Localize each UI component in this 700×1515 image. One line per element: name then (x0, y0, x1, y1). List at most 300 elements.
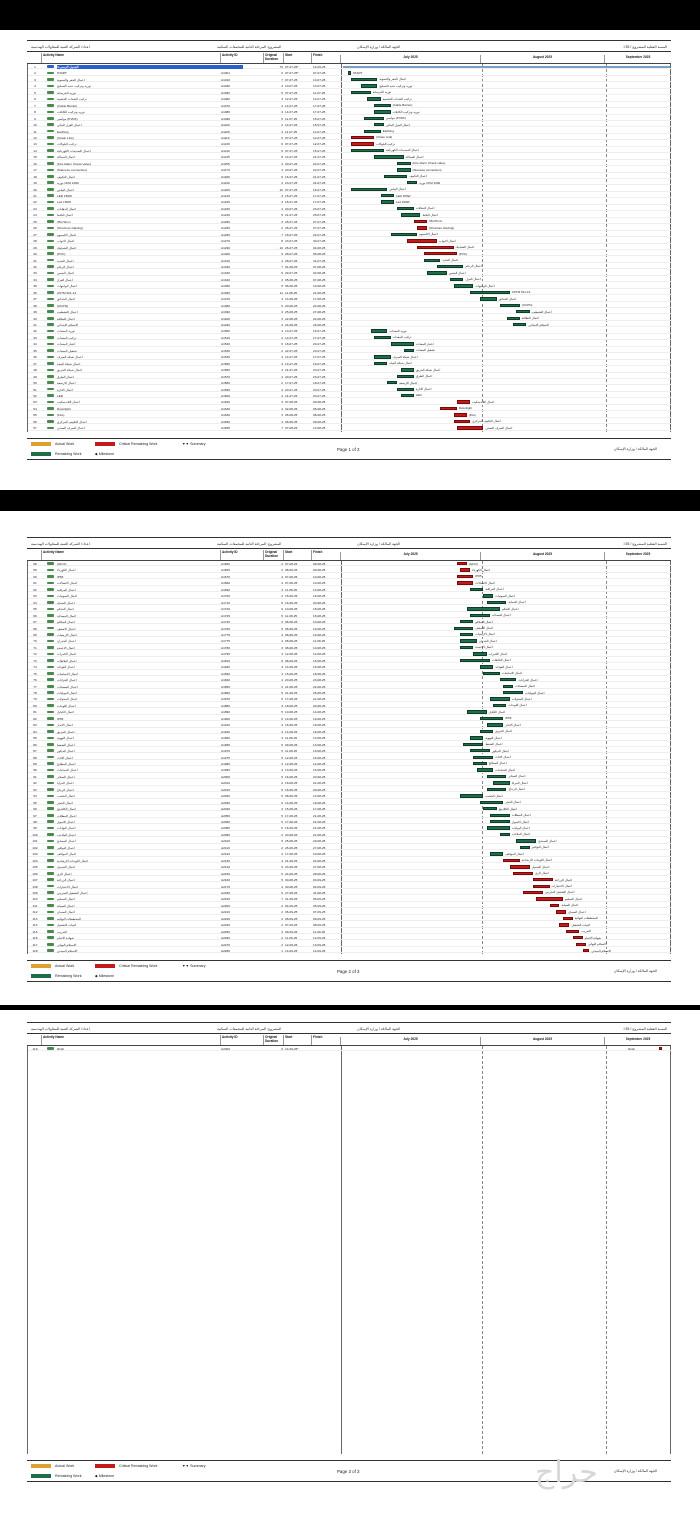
table-row[interactable] (28, 180, 672, 185)
table-row[interactable] (28, 896, 672, 901)
activity-icon (47, 640, 54, 643)
footer-client: الجهة المالكة / وزارة الإسكان (613, 1469, 657, 1473)
table-row[interactable] (28, 328, 672, 333)
table-row[interactable] (28, 903, 672, 908)
bar-label: توريد CFM 1000 (419, 180, 441, 185)
activity-finish: 07-09-25 (313, 910, 326, 915)
table-row[interactable] (28, 613, 672, 618)
table-row[interactable] (28, 838, 672, 843)
table-row[interactable] (28, 77, 672, 82)
activity-id: A1820 (221, 665, 230, 670)
table-row[interactable] (28, 767, 672, 772)
bar-label: اعمال الاختبارات (551, 884, 573, 888)
table-row[interactable] (28, 412, 672, 417)
table-row[interactable] (28, 909, 672, 914)
activity-name: اعمال الزجاج (57, 787, 74, 792)
bar-label: اعمال اللوحات (508, 703, 527, 708)
activity-finish: 14-09-25 (313, 65, 326, 69)
activity-icon (47, 240, 54, 243)
activity-finish: 22-08-25 (313, 684, 326, 689)
activity-start: 08-08-25 (285, 645, 298, 650)
remaining-bar (473, 762, 486, 765)
table-row[interactable] (28, 374, 672, 379)
table-row[interactable] (28, 780, 672, 785)
row-number: 69 (33, 632, 37, 637)
activity-name: اعمال الانذار (57, 723, 74, 728)
row-number: 21 (33, 194, 37, 198)
table-row[interactable] (28, 154, 672, 159)
table-row[interactable] (28, 761, 672, 766)
table-row[interactable] (28, 813, 672, 818)
bar-label: اعمال الشبابيك (455, 245, 475, 250)
activity-id: A1105 (221, 129, 230, 134)
activity-finish: 09-09-25 (313, 916, 326, 921)
row-number: 107 (32, 878, 38, 883)
table-row[interactable] (28, 348, 672, 353)
table-row[interactable] (28, 619, 672, 624)
activity-duration: 5 (281, 774, 283, 779)
bar-label: اعمال الحمامات (495, 767, 516, 772)
remaining-bar (397, 388, 414, 391)
row-number: 26 (33, 226, 37, 231)
activity-name: اعمال شبكة المياه (57, 361, 81, 366)
table-row[interactable] (28, 561, 672, 566)
month-august: August 2025 (480, 55, 604, 63)
activity-icon (47, 356, 54, 359)
remaining-bar (467, 607, 500, 610)
table-row[interactable] (28, 219, 672, 224)
bar-label: اعمال القواعد (495, 664, 513, 669)
summary-row[interactable] (28, 64, 672, 69)
table-row[interactable] (28, 187, 672, 192)
table-row[interactable] (28, 942, 672, 947)
remaining-bar (460, 646, 473, 649)
table-row[interactable] (28, 664, 672, 669)
table-row[interactable] (28, 90, 672, 95)
table-row[interactable] (28, 845, 672, 850)
activity-icon (47, 911, 54, 914)
activity-id: A2190 (221, 897, 230, 902)
table-row[interactable] (28, 283, 672, 288)
bar-label: اعمال النظافة (521, 316, 540, 321)
activity-id: A2015 (221, 787, 230, 792)
legend-summary: ▼▼ Summary (182, 1464, 206, 1468)
table-row[interactable] (28, 587, 672, 592)
row-number: 87 (33, 749, 37, 754)
table-row[interactable] (28, 748, 672, 753)
critical-bar (533, 878, 553, 881)
activity-start: 20-07-25 (285, 168, 298, 173)
table-row[interactable] (28, 193, 672, 198)
activity-id: A2240 (221, 923, 230, 928)
table-row[interactable] (28, 651, 672, 656)
table-row[interactable] (28, 399, 672, 404)
table-row[interactable] (28, 174, 672, 179)
row-number: 53 (33, 400, 37, 405)
page-number: Page 1 of 3 (337, 447, 360, 452)
table-row[interactable] (28, 677, 672, 682)
table-row[interactable] (28, 858, 672, 863)
activity-name: توريد المعدات (57, 329, 75, 334)
bar-label: اعمال الزراعة (554, 877, 573, 882)
table-row[interactable] (28, 593, 672, 598)
table-row[interactable] (28, 122, 672, 127)
table-row[interactable] (28, 638, 672, 643)
table-row[interactable] (28, 393, 672, 398)
activity-id: A2250 (221, 929, 230, 934)
activity-id: A1320 (221, 264, 230, 269)
col-duration: Original Duration (263, 1035, 283, 1045)
activity-icon (47, 569, 54, 572)
table-row[interactable] (28, 406, 672, 411)
remaining-bar (520, 846, 530, 849)
table-row[interactable] (28, 309, 672, 314)
table-row[interactable] (28, 851, 672, 856)
table-row[interactable] (28, 258, 672, 263)
table-row[interactable] (28, 742, 672, 747)
bar-label: (Siamese connection) (412, 167, 442, 172)
header-progress: ٪35 / النسبة الفعلية للمشروع (623, 45, 667, 49)
bar-label: اعمال التشطيب (531, 309, 552, 314)
activity-icon (47, 375, 54, 378)
activity-finish: 14-08-25 (313, 761, 326, 766)
activity-icon (47, 749, 54, 752)
activity-id: A1510 (221, 335, 230, 340)
activity-start: 21-07-25 (285, 393, 298, 398)
col-duration: Original Duration (263, 550, 283, 560)
activity-duration: 4 (281, 297, 283, 302)
table-row[interactable] (28, 703, 672, 708)
activity-name: اعمال الاساسات (57, 671, 79, 676)
table-row[interactable] (28, 296, 672, 301)
activity-id: A1500 (221, 329, 230, 334)
table-row[interactable] (28, 658, 672, 663)
table-row[interactable] (28, 341, 672, 346)
activity-name: اعمال الحدائق (57, 297, 76, 302)
table-row[interactable] (28, 303, 672, 308)
row-number: 118 (32, 949, 38, 953)
activity-finish: 19-08-25 (313, 852, 326, 857)
critical-bar (351, 142, 374, 145)
remaining-bar (470, 291, 510, 294)
table-row[interactable] (28, 729, 672, 734)
table-row[interactable] (28, 245, 672, 250)
table-row[interactable] (28, 96, 672, 101)
table-row[interactable] (28, 671, 672, 676)
activity-finish: 07-08-25 (313, 277, 326, 282)
activity-id: A1250 (221, 219, 230, 224)
table-row[interactable] (28, 735, 672, 740)
table-row[interactable] (28, 129, 672, 134)
table-row[interactable] (28, 335, 672, 340)
table-row[interactable] (28, 806, 672, 811)
activity-name: اعمال اللوحات (57, 703, 76, 708)
table-row[interactable] (28, 690, 672, 695)
bar-label: (Structure Glazing) (429, 225, 455, 230)
activity-icon (47, 866, 54, 869)
table-row[interactable] (28, 83, 672, 88)
row-number: 94 (33, 794, 37, 799)
table-row[interactable] (28, 354, 672, 359)
table-row[interactable] (28, 787, 672, 792)
activity-id: A1650 (221, 419, 230, 424)
table-row[interactable] (28, 716, 672, 721)
remaining-bar (487, 601, 507, 604)
table-row[interactable] (28, 167, 672, 172)
activity-finish: 26-08-25 (313, 323, 326, 327)
table-row[interactable] (28, 367, 672, 372)
activity-icon (47, 756, 54, 759)
milestone-icon: ◆ (95, 974, 99, 978)
activity-finish: 17-07-25 (313, 103, 326, 108)
activity-duration: 3 (281, 168, 283, 173)
activity-name: اعمال الدهانات (57, 206, 77, 211)
activity-id: A1980 (221, 761, 230, 766)
activity-start: 13-08-25 (285, 768, 298, 773)
table-row[interactable] (28, 774, 672, 779)
activity-id: A1230 (221, 206, 230, 211)
activity-id: A1700 (221, 594, 230, 599)
col-activity-name: Activity Name (41, 1035, 219, 1045)
table-row[interactable] (28, 864, 672, 869)
row-number: 79 (33, 697, 37, 702)
row-number: 54 (33, 406, 37, 411)
table-row[interactable] (28, 70, 672, 75)
activity-start: 23-07-25 (285, 181, 298, 186)
table-row[interactable] (28, 948, 672, 953)
activity-name: اعمال التكييف (57, 174, 76, 179)
activity-icon (47, 795, 54, 798)
bar-label: اعمال المطابخ (488, 761, 507, 766)
remaining-bar (374, 355, 391, 358)
remaining-bar (483, 594, 493, 597)
activity-duration: 4 (281, 419, 283, 424)
bar-label: اعمال الكلادينج (498, 806, 518, 811)
remaining-bar (401, 368, 414, 371)
activity-id: A1030 (221, 84, 230, 89)
activity-name: اعمال الجبس (57, 271, 75, 276)
remaining-bar (397, 375, 414, 378)
table-row[interactable] (28, 212, 672, 217)
table-row[interactable] (28, 135, 672, 140)
activity-name: تركيب المعدات (57, 335, 77, 340)
table-row[interactable] (28, 264, 672, 269)
activity-start: 25-07-25 (285, 219, 298, 224)
activity-id: A1330 (221, 271, 230, 276)
row-number: 37 (33, 297, 37, 302)
table-row[interactable] (28, 567, 672, 572)
table-row[interactable] (28, 1046, 672, 1051)
activity-id: A2300 (221, 1047, 230, 1051)
table-row[interactable] (28, 890, 672, 895)
table-row[interactable] (28, 645, 672, 650)
table-row[interactable] (28, 580, 672, 585)
table-row[interactable] (28, 871, 672, 876)
row-number: 29 (33, 245, 37, 250)
table-row[interactable] (28, 606, 672, 611)
activity-table (27, 64, 671, 432)
table-row[interactable] (28, 626, 672, 631)
activity-finish: 13-08-25 (313, 587, 326, 592)
table-row[interactable] (28, 161, 672, 166)
row-number: 28 (33, 239, 37, 244)
activity-icon (47, 143, 54, 146)
activity-finish: 30-07-25 (313, 239, 326, 244)
activity-name: اعمال التشطيب (57, 310, 78, 315)
table-row[interactable] (28, 684, 672, 689)
column-header (27, 52, 671, 64)
table-row[interactable] (28, 232, 672, 237)
remaining-bar (364, 130, 381, 133)
activity-finish: 10-08-25 (313, 626, 326, 631)
activity-start: 18-08-25 (285, 781, 298, 786)
activity-duration: 6 (281, 716, 283, 721)
activity-start: 26-08-25 (285, 845, 298, 850)
table-row[interactable] (28, 755, 672, 760)
row-number: 103 (32, 852, 38, 857)
table-row[interactable] (28, 935, 672, 940)
table-row[interactable] (28, 709, 672, 714)
activity-duration: 8 (281, 155, 283, 160)
activity-finish: 10-08-25 (313, 620, 326, 625)
table-row[interactable] (28, 199, 672, 204)
bar-label: اعمال شبكة المياه (389, 361, 413, 366)
bar-label: توريد المعدات (389, 328, 407, 333)
table-row[interactable] (28, 800, 672, 805)
remaining-bar (381, 194, 394, 197)
table-row[interactable] (28, 574, 672, 579)
page-header (27, 1022, 671, 1034)
activity-start: 07-07-25 (285, 148, 298, 153)
activity-finish: 12-09-25 (313, 936, 326, 941)
activity-id: A2030 (221, 800, 230, 805)
table-row[interactable] (28, 225, 672, 230)
activity-icon (47, 575, 54, 578)
table-row[interactable] (28, 206, 672, 211)
row-number: 73 (33, 658, 37, 663)
activity-icon (47, 943, 54, 946)
row-number: 77 (33, 684, 37, 689)
table-row[interactable] (28, 322, 672, 327)
table-row[interactable] (28, 380, 672, 385)
table-row[interactable] (28, 270, 672, 275)
table-row[interactable] (28, 425, 672, 430)
activity-duration: 9 (281, 148, 283, 153)
activity-id: A1570 (221, 374, 230, 379)
table-row[interactable] (28, 929, 672, 934)
activity-finish: 24-08-25 (313, 303, 326, 308)
table-row[interactable] (28, 238, 672, 243)
activity-start: 14-07-25 (285, 123, 298, 128)
table-row[interactable] (28, 277, 672, 282)
row-number: 55 (33, 413, 37, 418)
activity-finish: 23-08-25 (313, 678, 326, 683)
table-row[interactable] (28, 116, 672, 121)
table-row[interactable] (28, 103, 672, 108)
table-row[interactable] (28, 722, 672, 727)
activity-start: 14-07-25 (285, 110, 298, 115)
activity-duration: 6 (281, 794, 283, 799)
bar-label: اعمال التكييف (409, 174, 427, 179)
row-number: 43 (33, 335, 37, 340)
activity-finish: 21-08-25 (313, 781, 326, 786)
bar-label: اعمال الصيانة (561, 903, 579, 908)
row-number: 98 (33, 820, 37, 824)
remaining-bar (490, 820, 510, 823)
activity-id: A1180 (221, 174, 230, 179)
activity-duration: 2 (281, 832, 283, 837)
critical-bar (559, 923, 569, 926)
table-row[interactable] (28, 884, 672, 889)
activity-finish: 15-08-25 (313, 658, 326, 663)
activity-id: A1380 (221, 303, 230, 308)
activity-finish: 14-07-25 (313, 129, 326, 134)
activity-icon (47, 259, 54, 262)
activity-start: 09-08-25 (285, 742, 298, 747)
activity-id: A1530 (221, 348, 230, 353)
table-row[interactable] (28, 922, 672, 927)
header-contractor: اعداد/ الشركة الفنية للمقاولات الهندسية (31, 542, 90, 546)
activity-finish: 14-08-25 (313, 652, 326, 657)
activity-icon (47, 666, 54, 669)
table-row[interactable] (28, 141, 672, 146)
activity-finish: 11-07-25 (313, 90, 326, 95)
table-row[interactable] (28, 696, 672, 701)
row-number: 101 (32, 839, 38, 844)
activity-finish: 10-08-25 (313, 645, 326, 650)
table-row[interactable] (28, 819, 672, 824)
remaining-bar (490, 852, 503, 855)
activity-finish: 03-09-25 (313, 878, 326, 883)
activity-name: اعمال البياض (57, 187, 74, 192)
activity-start: 21-07-25 (285, 213, 298, 218)
table-row[interactable] (28, 361, 672, 366)
activity-duration: 3 (281, 277, 283, 282)
activity-start: 08-08-25 (285, 632, 298, 637)
table-row[interactable] (28, 387, 672, 392)
table-row[interactable] (28, 877, 672, 882)
table-row[interactable] (28, 148, 672, 153)
table-row[interactable] (28, 109, 672, 114)
activity-icon (47, 181, 54, 184)
table-row[interactable] (28, 251, 672, 256)
row-number: 63 (33, 594, 37, 599)
table-row[interactable] (28, 793, 672, 798)
table-row[interactable] (28, 290, 672, 295)
activity-duration: 3 (281, 219, 283, 224)
activity-start: 29-07-25 (285, 271, 298, 276)
activity-name: (OCPN) (57, 303, 68, 308)
row-number: 31 (33, 258, 37, 263)
table-row[interactable] (28, 825, 672, 830)
row-number: 11 (33, 129, 37, 134)
table-row[interactable] (28, 916, 672, 921)
activity-name: 35x70mm (57, 219, 71, 224)
table-row[interactable] (28, 832, 672, 837)
page-number: Page 3 of 3 (337, 1469, 360, 1474)
table-row[interactable] (28, 600, 672, 605)
table-row[interactable] (28, 419, 672, 424)
row-number: 89 (33, 761, 37, 766)
table-row[interactable] (28, 316, 672, 321)
activity-icon (47, 291, 54, 294)
activity-start: 06-08-25 (285, 626, 298, 631)
activity-name: الاستلام الابتدائي (57, 323, 79, 327)
activity-icon (47, 698, 54, 701)
remaining-bar (460, 639, 477, 642)
table-row[interactable] (28, 632, 672, 637)
remaining-bar (487, 723, 504, 726)
